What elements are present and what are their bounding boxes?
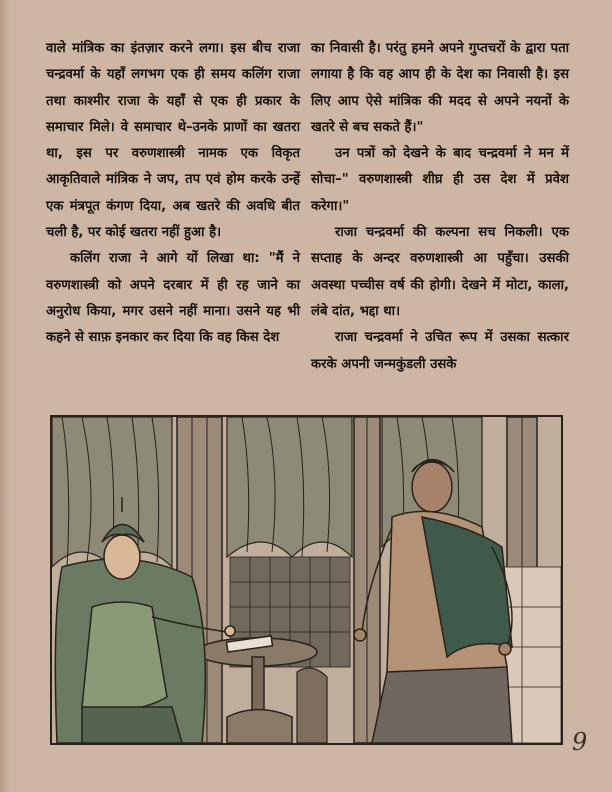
page-number: 9 [572, 728, 588, 756]
paragraph: कलिंग राजा ने आगे यों लिखा था: "मैं ने वरुणशास्त्री को अपने दरबार में ही रह जाने का अनुरोध किया, मगर उसने नहीं माना। उसने यह भी कहने से साफ़ इनकार कर दिया कि वह किस देश [46, 251, 300, 346]
paragraph: का निवासी है। परंतु हमने अपने गुप्तचरों के द्वारा पता लगाया है कि वह आप ही के देश का निवासी है। इस लिए आप ऐसे मांत्रिक की मदद से अपने नयनों के खतरे से बच सकते हैं।" [311, 41, 569, 135]
court-scene-illustration [52, 417, 561, 743]
page-edge [0, 0, 10, 792]
story-illustration [50, 415, 563, 745]
paragraph: उन पत्रों को देखने के बाद चन्द्रवर्मा ने मन में सोचा–" वरुणशास्त्री शीघ्र ही उस देश में प्रवेश करेगा।" [311, 146, 569, 214]
paragraph: वाले मांत्रिक का इंतज़ार करने लगा। इस बीच राजा चन्द्रवर्मा के यहाँ लगभग एक ही समय कलिंग राजा तथा काश्मीर राजा के यहाँ से एक ही प्रकार के समाचार मिले। वे समाचार थे–उनके प्राणों का खतरा था, इस पर वरुणशास्त्री नामक एक विकृत आकृतिवाले मांत्रिक ने जप, तप एवं होम करके उन्हें एक मंत्रपूत कंगण दिया, अब खतरे की अवधि बीत चली है, पर कोई खतरा नहीं हुआ है। [46, 41, 300, 241]
paragraph: राजा चन्द्रवर्मा की कल्पना सच निकली। एक सप्ताह के अन्दर वरुणशास्त्री आ पहुँचा। उसकी अवस्था पच्चीस वर्ष की होगी। देखने में मोटा, काला, लंबे दांत, भद्दा था। [311, 225, 569, 319]
paragraph: राजा चन्द्रवर्मा ने उचित रूप में उसका सत्कार करके अपनी जन्मकुंडली उसके [311, 330, 569, 372]
text-column-right [311, 36, 569, 378]
text-column-left [46, 36, 300, 352]
